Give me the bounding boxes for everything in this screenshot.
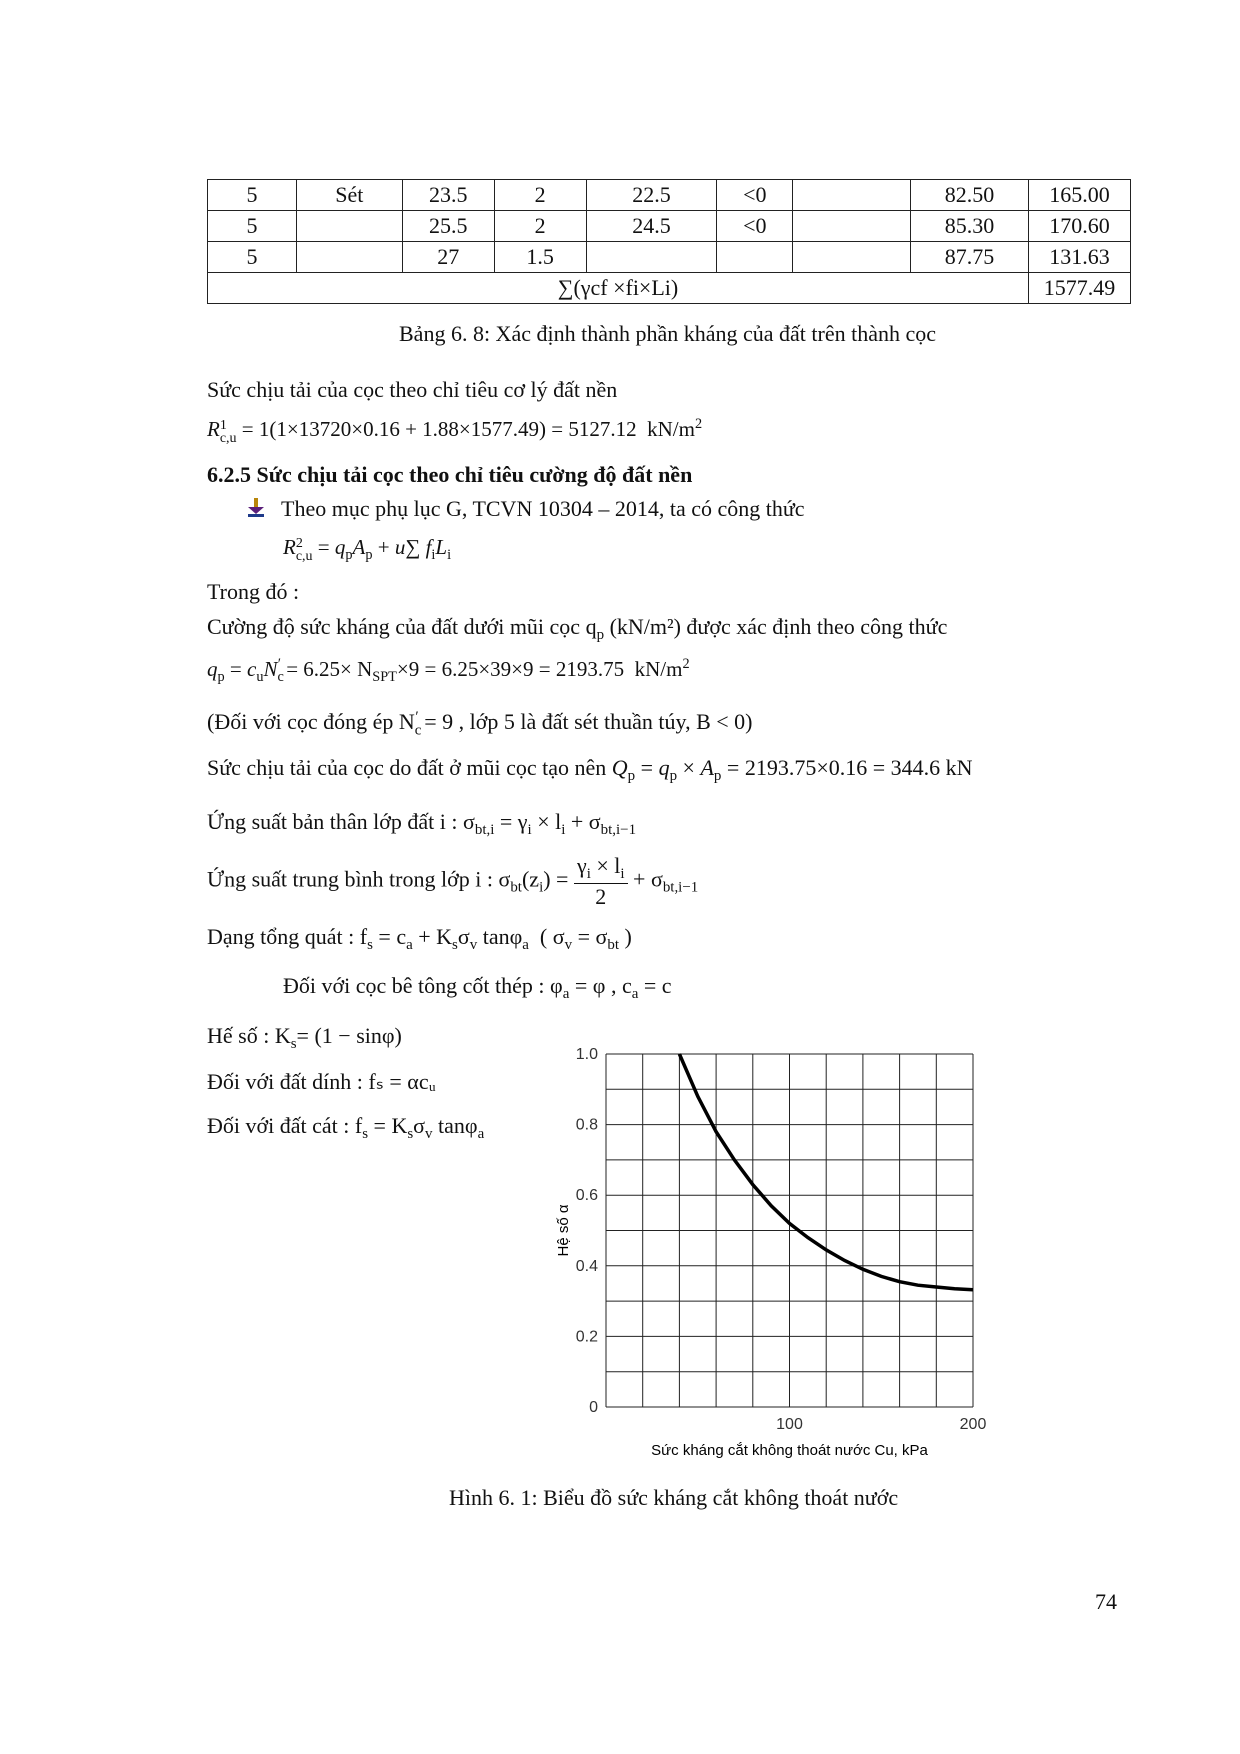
table-cell: 24.5 (586, 211, 717, 242)
y-tick-label: 0 (589, 1399, 598, 1416)
equation-qp-rest: ×9 = 6.25×39×9 = 2193.75 (396, 656, 625, 681)
table-cell (793, 242, 911, 273)
table-cell: <0 (717, 180, 793, 211)
general-form-label: Dạng tổng quát : (207, 924, 355, 949)
y-tick-label: 0.8 (575, 1116, 598, 1134)
unit-kn: kN (945, 755, 973, 780)
ks-line: Hế số : $K_s= (1 - \sin\varphi)$ (207, 1023, 402, 1053)
table-cell: 23.5 (402, 180, 494, 211)
table-cell (296, 211, 402, 242)
table-row (208, 180, 1131, 211)
qp-definition-rest: (kN/m²) được xác định theo công thức (609, 614, 948, 639)
table-cell: 5 (208, 242, 297, 273)
x-tick-label: 100 (776, 1416, 803, 1433)
general-form: Dạng tổng quát : $f_s = c_a + K_s\sigma_v$ tanφ$_a$ ( $\sigma_v = \sigma_{bt}$ ) (207, 924, 632, 954)
mean-stress-label: Ứng suất trung bình trong lớp i : (207, 866, 493, 892)
table-cell: 87.75 (911, 242, 1029, 273)
arrow-down-bullet-icon (248, 498, 264, 518)
table-cell: 27 (402, 242, 494, 273)
equation-r1: R 1 c,u = 1(1×13720×0.16 + 1.88×1577.49) = 5127.12 $kN/m^2$ (207, 416, 703, 446)
table-cell: 82.50 (911, 180, 1029, 211)
cohesive-line: Đối với đất dính : fₛ = αcᵤ (207, 1069, 436, 1094)
table-cell: 5 (208, 180, 297, 211)
table-cell (793, 180, 911, 211)
mean-stress-fraction: $\frac{\gamma_i \times l_i}{2}$ (574, 853, 628, 910)
ks-expression: = (1 − sinφ) (296, 1023, 402, 1048)
equation-r2: R 2 c,u = $q_pA_p + u\sum$ $f_iL_i$ (283, 535, 452, 564)
sum-value: 1577.49 (1029, 273, 1131, 304)
table-cell: 165.00 (1029, 180, 1131, 211)
y-tick-label: 0.2 (575, 1328, 598, 1346)
trong-do: Trong đó : (207, 579, 300, 604)
table-cell: Sét (296, 180, 402, 211)
sandy-line: Đối với đất cát : $f_s = K_s\sigma_v$ tanφ$_a$ (207, 1113, 485, 1143)
table-cell: 85.30 (911, 211, 1029, 242)
table-cell: 1.5 (494, 242, 586, 273)
equation-qp: $q_p = c_uN_c' = 6.25\times N_{SPT}\times 9 = 6.25\times 39\times 9 = 2193.75$ $kN/m^2$ (207, 656, 690, 685)
table-cell (586, 242, 717, 273)
table-cell: 2 (494, 180, 586, 211)
table-cell: 25.5 (402, 211, 494, 242)
x-tick-label: 200 (959, 1416, 987, 1433)
table-cell (793, 211, 911, 242)
table-cell: 5 (208, 211, 297, 242)
table-cell: 131.63 (1029, 242, 1131, 273)
nc-note-a: (Đối với cọc đóng ép N (207, 709, 415, 735)
self-stress: Ứng suất bản thân lớp đất i : $\sigma_{bt,i} = \gamma_i \times l_i + \sigma_{bt,i-1}$ (207, 809, 637, 839)
alpha-chart (555, 1040, 1020, 1460)
y-tick-label: 0.4 (575, 1257, 598, 1275)
unit-kn-m2: kN/m (647, 416, 695, 441)
sandy-label: Đối với đất cát : (207, 1113, 350, 1138)
table-caption: Bảng 6. 8: Xác định thành phần kháng của đất trên thành cọc (399, 321, 937, 346)
soil-resistance-table (207, 179, 1131, 304)
y-tick-label: 1.0 (575, 1046, 598, 1063)
y-tick-label: 0.6 (575, 1187, 598, 1205)
bullet-text: Theo mục phụ lục G, TCVN 10304 – 2014, ta có công thức (281, 496, 805, 521)
section-heading: 6.2.5 Sức chịu tải cọc theo chỉ tiêu cường độ đất nền (207, 462, 693, 487)
equation-qp-rhs: = 6.25× N (286, 656, 373, 681)
equation-r1-rhs: = 1(1×13720×0.16 + 1.88×1577.49) = 5127.12 (241, 416, 637, 441)
chart-ticks (576, 1046, 987, 1433)
table-cell (717, 242, 793, 273)
table-row (208, 242, 1131, 273)
table-body (208, 180, 1131, 273)
page-number: 74 (1095, 1589, 1117, 1614)
self-stress-label: Ứng suất bản thân lớp đất i : (207, 809, 458, 834)
table-sum-row (208, 273, 1131, 304)
chart-xlabel: Sức kháng cắt không thoát nước Cu, kPa (651, 1442, 928, 1459)
nc-note: (Đối với cọc đóng ép $N_c' = 9$ , lớp 5 là đất sét thuần túy, B < 0) (207, 709, 753, 739)
figure-caption: Hình 6. 1: Biểu đồ sức kháng cắt không thoát nước (449, 1485, 899, 1510)
table-cell: 22.5 (586, 180, 717, 211)
table-cell: 170.60 (1029, 211, 1131, 242)
qp-force-value: = 2193.75×0.16 = 344.6 (726, 755, 941, 780)
rc-pile-label: Đối với cọc bê tông cốt thép : (283, 973, 545, 998)
table-cell: 2 (494, 211, 586, 242)
qp-definition-text: Cường độ sức kháng của đất dưới mũi cọc q (207, 614, 597, 639)
chart-ylabel: Hệ số α (555, 1204, 572, 1257)
rc-pile-line: Đối với cọc bê tông cốt thép : $\varphi_a = \varphi$ , $c_a = c$ (283, 973, 672, 1003)
mean-stress: Ứng suất trung bình trong lớp i : $\sigma_{bt}(z_i)$ = $\frac{\gamma_i \times l_i}{2}$ + $\sigma_{bt,i-1}$ (207, 853, 699, 910)
unit-kn-m2-b: kN/m (634, 656, 683, 681)
qp-definition: Cường độ sức kháng của đất dưới mũi cọc $q_p$ (kN/m²) được xác định theo công thức (207, 614, 948, 644)
paragraph-bearing-physical: Sức chịu tải của cọc theo chỉ tiêu cơ lý đất nền (207, 377, 618, 402)
nc-note-b: = 9 , lớp 5 là đất sét thuần túy, B < 0) (424, 709, 753, 735)
sum-label: ∑(γcf ×fi×Li) (208, 273, 1029, 304)
table-cell: <0 (717, 211, 793, 242)
chart-grid (606, 1054, 973, 1407)
table-row (208, 211, 1131, 242)
qp-force: Sức chịu tải của cọc do đất ở mũi cọc tạo nên $Q_p = q_p \times A_p = 2193.75\times 0.16 = 344.6$ kN (207, 755, 973, 785)
table-cell (296, 242, 402, 273)
ks-label: Hế số : (207, 1023, 270, 1048)
qp-force-text: Sức chịu tải của cọc do đất ở mũi cọc tạo nên (207, 755, 607, 780)
